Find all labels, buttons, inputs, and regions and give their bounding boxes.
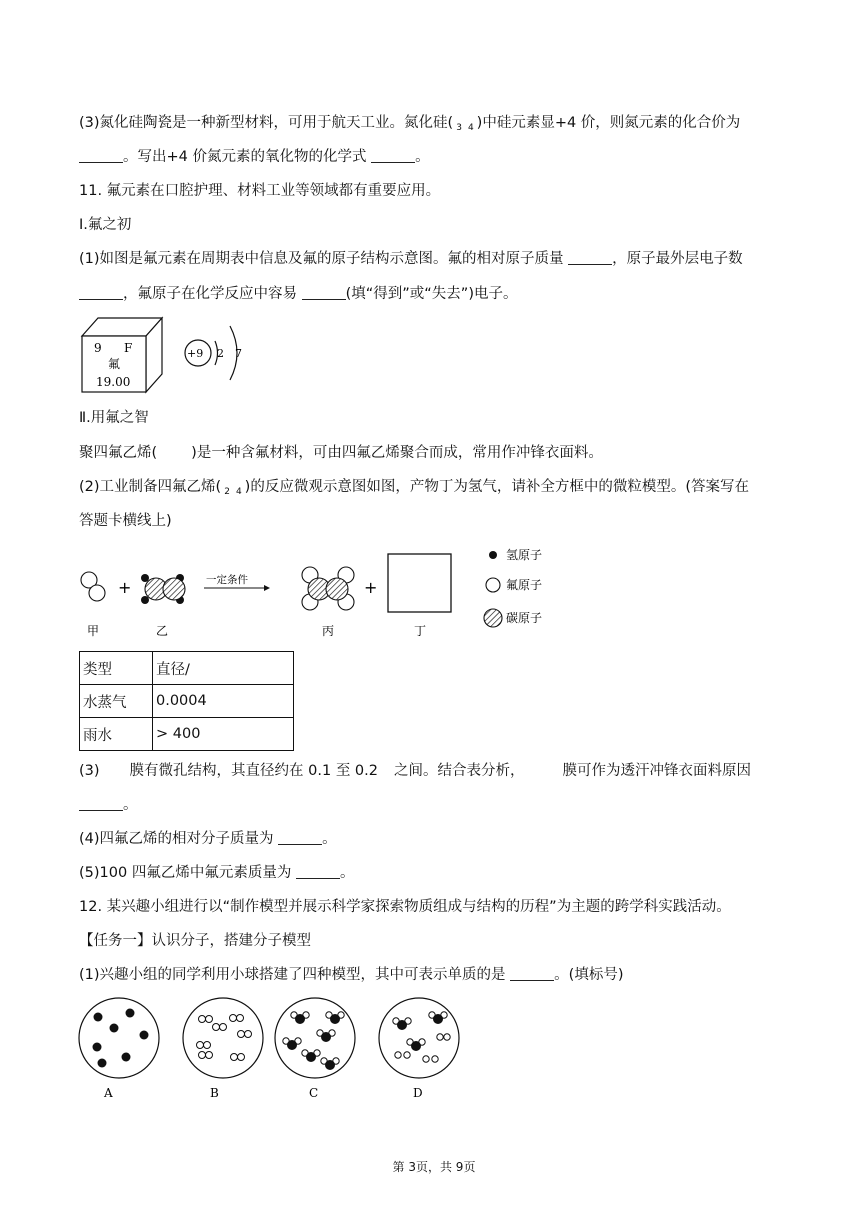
model-label-d: D: [413, 1086, 423, 1100]
q12-task1-heading: 【任务一】认识分子，搭建分子模型: [79, 933, 311, 949]
q10-3-line2: 。写出+4 价氮元素的氧化物的化学式 。: [79, 147, 430, 167]
diameter-table: [79, 651, 294, 751]
element-number: 9: [94, 341, 102, 355]
table-cell: 雨水: [80, 718, 153, 751]
element-symbol: F: [124, 341, 133, 355]
answer-blank: [296, 864, 340, 879]
q10-3-line1: (3)氮化硅陶瓷是一种新型材料，可用于航天工业。氮化硅( 3 4 )中硅元素显+4 价，则氮元素的化合价为: [79, 115, 741, 133]
answer-blank: [278, 830, 322, 845]
q12-title: 12. 某兴趣小组进行以“制作模型并展示科学家探索物质组成与结构的历程”为主题的跨学科实践活动。: [79, 899, 731, 915]
model-b: [183, 998, 263, 1078]
answer-blank: [79, 285, 123, 300]
reaction-condition: 一定条件: [206, 574, 248, 586]
answer-blank: [568, 250, 612, 265]
answer-blank: [79, 148, 123, 163]
q11-3-line1: (3) 膜有微孔结构，其直径约在 0.1 至 0.2 之间。结合表分析， 膜可作为透汗冲锋衣面料原因: [79, 763, 751, 779]
table-cell: 0.0004: [153, 685, 294, 718]
label-bing: 丙: [322, 624, 335, 638]
model-label-a: A: [104, 1086, 113, 1100]
answer-blank: [79, 796, 123, 811]
q11-part2-heading: Ⅱ.用氟之智: [79, 410, 149, 426]
reactant-yi-molecule: [141, 574, 185, 604]
model-a: [79, 998, 159, 1078]
reactant-jia-molecule: [81, 572, 105, 601]
q11-2-line1: (2)工业制备四氟乙烯( 2 4 )的反应微观示意图如图，产物丁为氢气，请补全方框中的微粒模型。(答案写在: [79, 479, 749, 497]
table-header-row: [80, 652, 294, 685]
q12-1: (1)兴趣小组的同学利用小球搭建了四种模型，其中可表示单质的是 。(填标号): [79, 967, 624, 983]
element-name: 氟: [108, 357, 121, 371]
plus-sign: +: [364, 578, 378, 597]
model-label-b: B: [210, 1086, 219, 1100]
fluorine-figure: [80, 316, 250, 394]
model-label-c: C: [309, 1086, 319, 1100]
shell-1-electrons: 2: [217, 347, 224, 360]
q11-3-line2: 。: [79, 795, 138, 815]
q11-1-line1: (1)如图是氟元素在周期表中信息及氟的原子结构示意图。氟的相对原子质量 ，原子最外层电子数: [79, 251, 743, 267]
table-header-cell: 类型: [80, 652, 153, 685]
element-mass: 19.00: [96, 375, 131, 389]
atom-legend: [484, 548, 542, 627]
q11-title: 11. 氟元素在口腔护理、材料工业等领域都有重要应用。: [79, 183, 441, 199]
table-header-cell: 直径/: [153, 652, 294, 685]
legend-carbon: 碳原子: [506, 611, 543, 625]
shell-2-electrons: 7: [235, 347, 242, 360]
table-cell: > 400: [153, 718, 294, 751]
model-d: [379, 998, 459, 1078]
answer-blank: [371, 148, 415, 163]
legend-hydrogen: 氢原子: [506, 548, 543, 562]
atom-structure-diagram: [185, 326, 242, 380]
label-yi: 乙: [156, 624, 169, 638]
reaction-diagram: [74, 545, 564, 645]
answer-blank: [302, 285, 346, 300]
answer-blank: [510, 966, 554, 981]
periodic-cell-figure: [82, 318, 162, 392]
nucleus-charge: +9: [187, 347, 204, 360]
label-ding: 丁: [414, 624, 427, 638]
label-jia: 甲: [87, 624, 100, 638]
table-row: [80, 718, 294, 751]
q11-5: (5)100 四氟乙烯中氟元素质量为 。: [79, 865, 355, 881]
q11-2-line2: 答题卡横线上): [79, 513, 172, 529]
page-footer: 第 3页，共 9页: [392, 1160, 476, 1174]
molecule-models: [76, 995, 466, 1105]
product-ding-answer-box[interactable]: [388, 554, 451, 612]
table-cell: 水蒸气: [80, 685, 153, 718]
q11-4: (4)四氟乙烯的相对分子质量为 。: [79, 831, 337, 847]
q11-part1-heading: Ⅰ.氟之初: [79, 217, 132, 233]
q11-1-line2: ，氟原子在化学反应中容易 (填“得到”或“失去”)电子。: [79, 284, 517, 304]
product-bing-molecule: [302, 567, 354, 610]
model-c: [275, 998, 355, 1078]
ptfe-intro: 聚四氟乙烯( )是一种含氟材料，可由四氟乙烯聚合而成，常用作冲锋衣面料。: [79, 445, 603, 461]
table-row: [80, 685, 294, 718]
plus-sign: +: [118, 578, 132, 597]
legend-fluorine: 氟原子: [506, 578, 543, 592]
